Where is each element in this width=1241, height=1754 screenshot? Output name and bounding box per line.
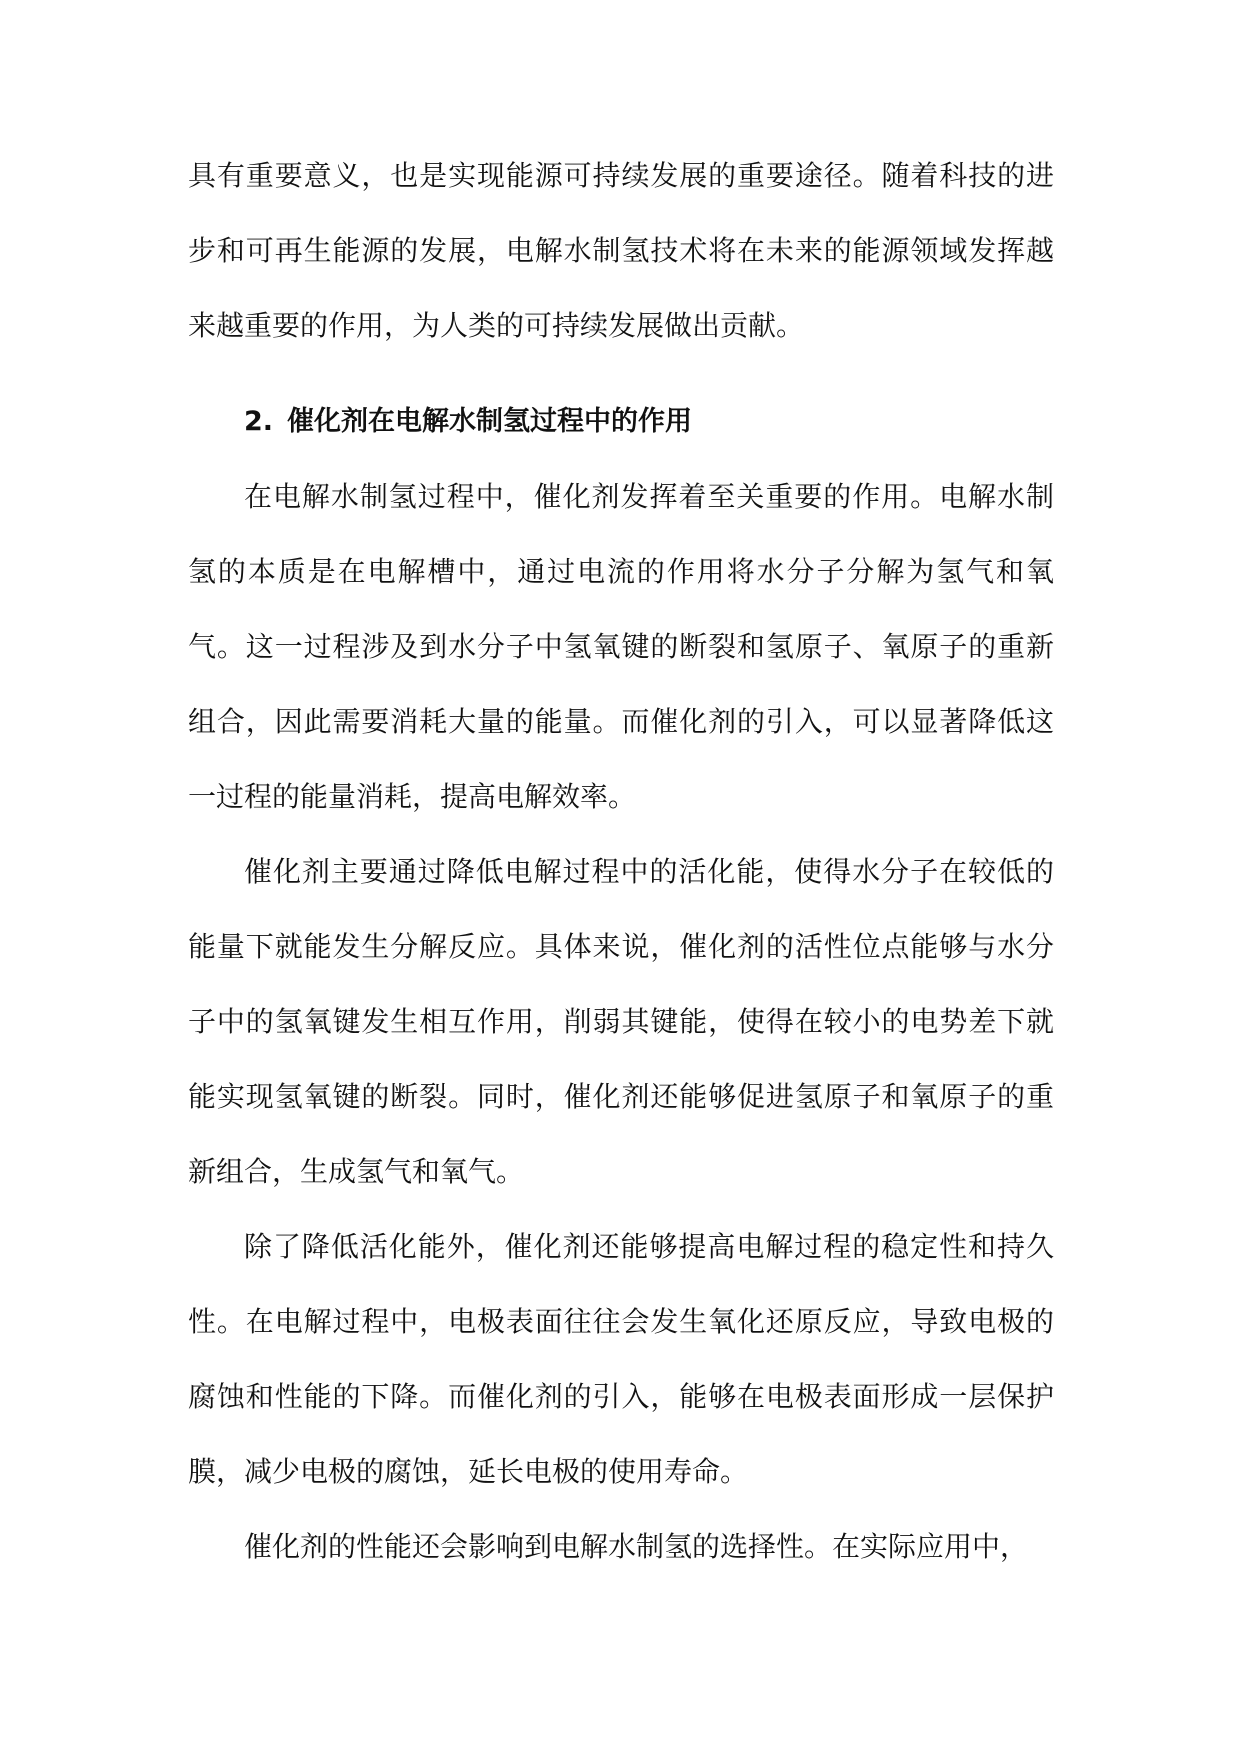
section-heading xyxy=(188,384,1054,459)
paragraph-catalyst-role: 在电解水制氢过程中，催化剂发挥着至关重要的作用。电解水制氢的本质是在电解槽中，通过电流的作用将水分子分解为氢气和氧气。这一过程涉及到水分子中氢氧键的断裂和氢原子、氧原子的重新组合，因此需要消耗大量的能量。而催化剂的引入，可以显著降低这一过程的能量消耗，提高电解效率。 xyxy=(188,480,1054,813)
paragraph-selectivity: 催化剂的性能还会影响到电解水制氢的选择性。在实际应用中， xyxy=(244,1530,1029,1563)
paragraph-continuation: 具有重要意义，也是实现能源可持续发展的重要途径。随着科技的进步和可再生能源的发展，电解水制氢技术将在未来的能源领域发挥越来越重要的作用，为人类的可持续发展做出贡献。 xyxy=(188,159,1054,342)
paragraph-activation-energy: 催化剂主要通过降低电解过程中的活化能，使得水分子在较低的能量下就能发生分解反应。具体来说，催化剂的活性位点能够与水分子中的氢氧键发生相互作用，削弱其键能，使得在较小的电势差下就能实现氢氧键的断裂。同时，催化剂还能够促进氢原子和氧原子的重新组合，生成氢气和氧气。 xyxy=(188,855,1054,1188)
section-number: 2. xyxy=(244,406,274,437)
section-title: 催化剂在电解水制氢过程中的作用 xyxy=(287,406,693,437)
paragraph-stability: 除了降低活化能外，催化剂还能够提高电解过程的稳定性和持久性。在电解过程中，电极表面往往会发生氧化还原反应，导致电极的腐蚀和性能的下降。而催化剂的引入，能够在电极表面形成一层保护膜，减少电极的腐蚀，延长电极的使用寿命。 xyxy=(188,1230,1054,1488)
document-page xyxy=(188,138,1054,1584)
